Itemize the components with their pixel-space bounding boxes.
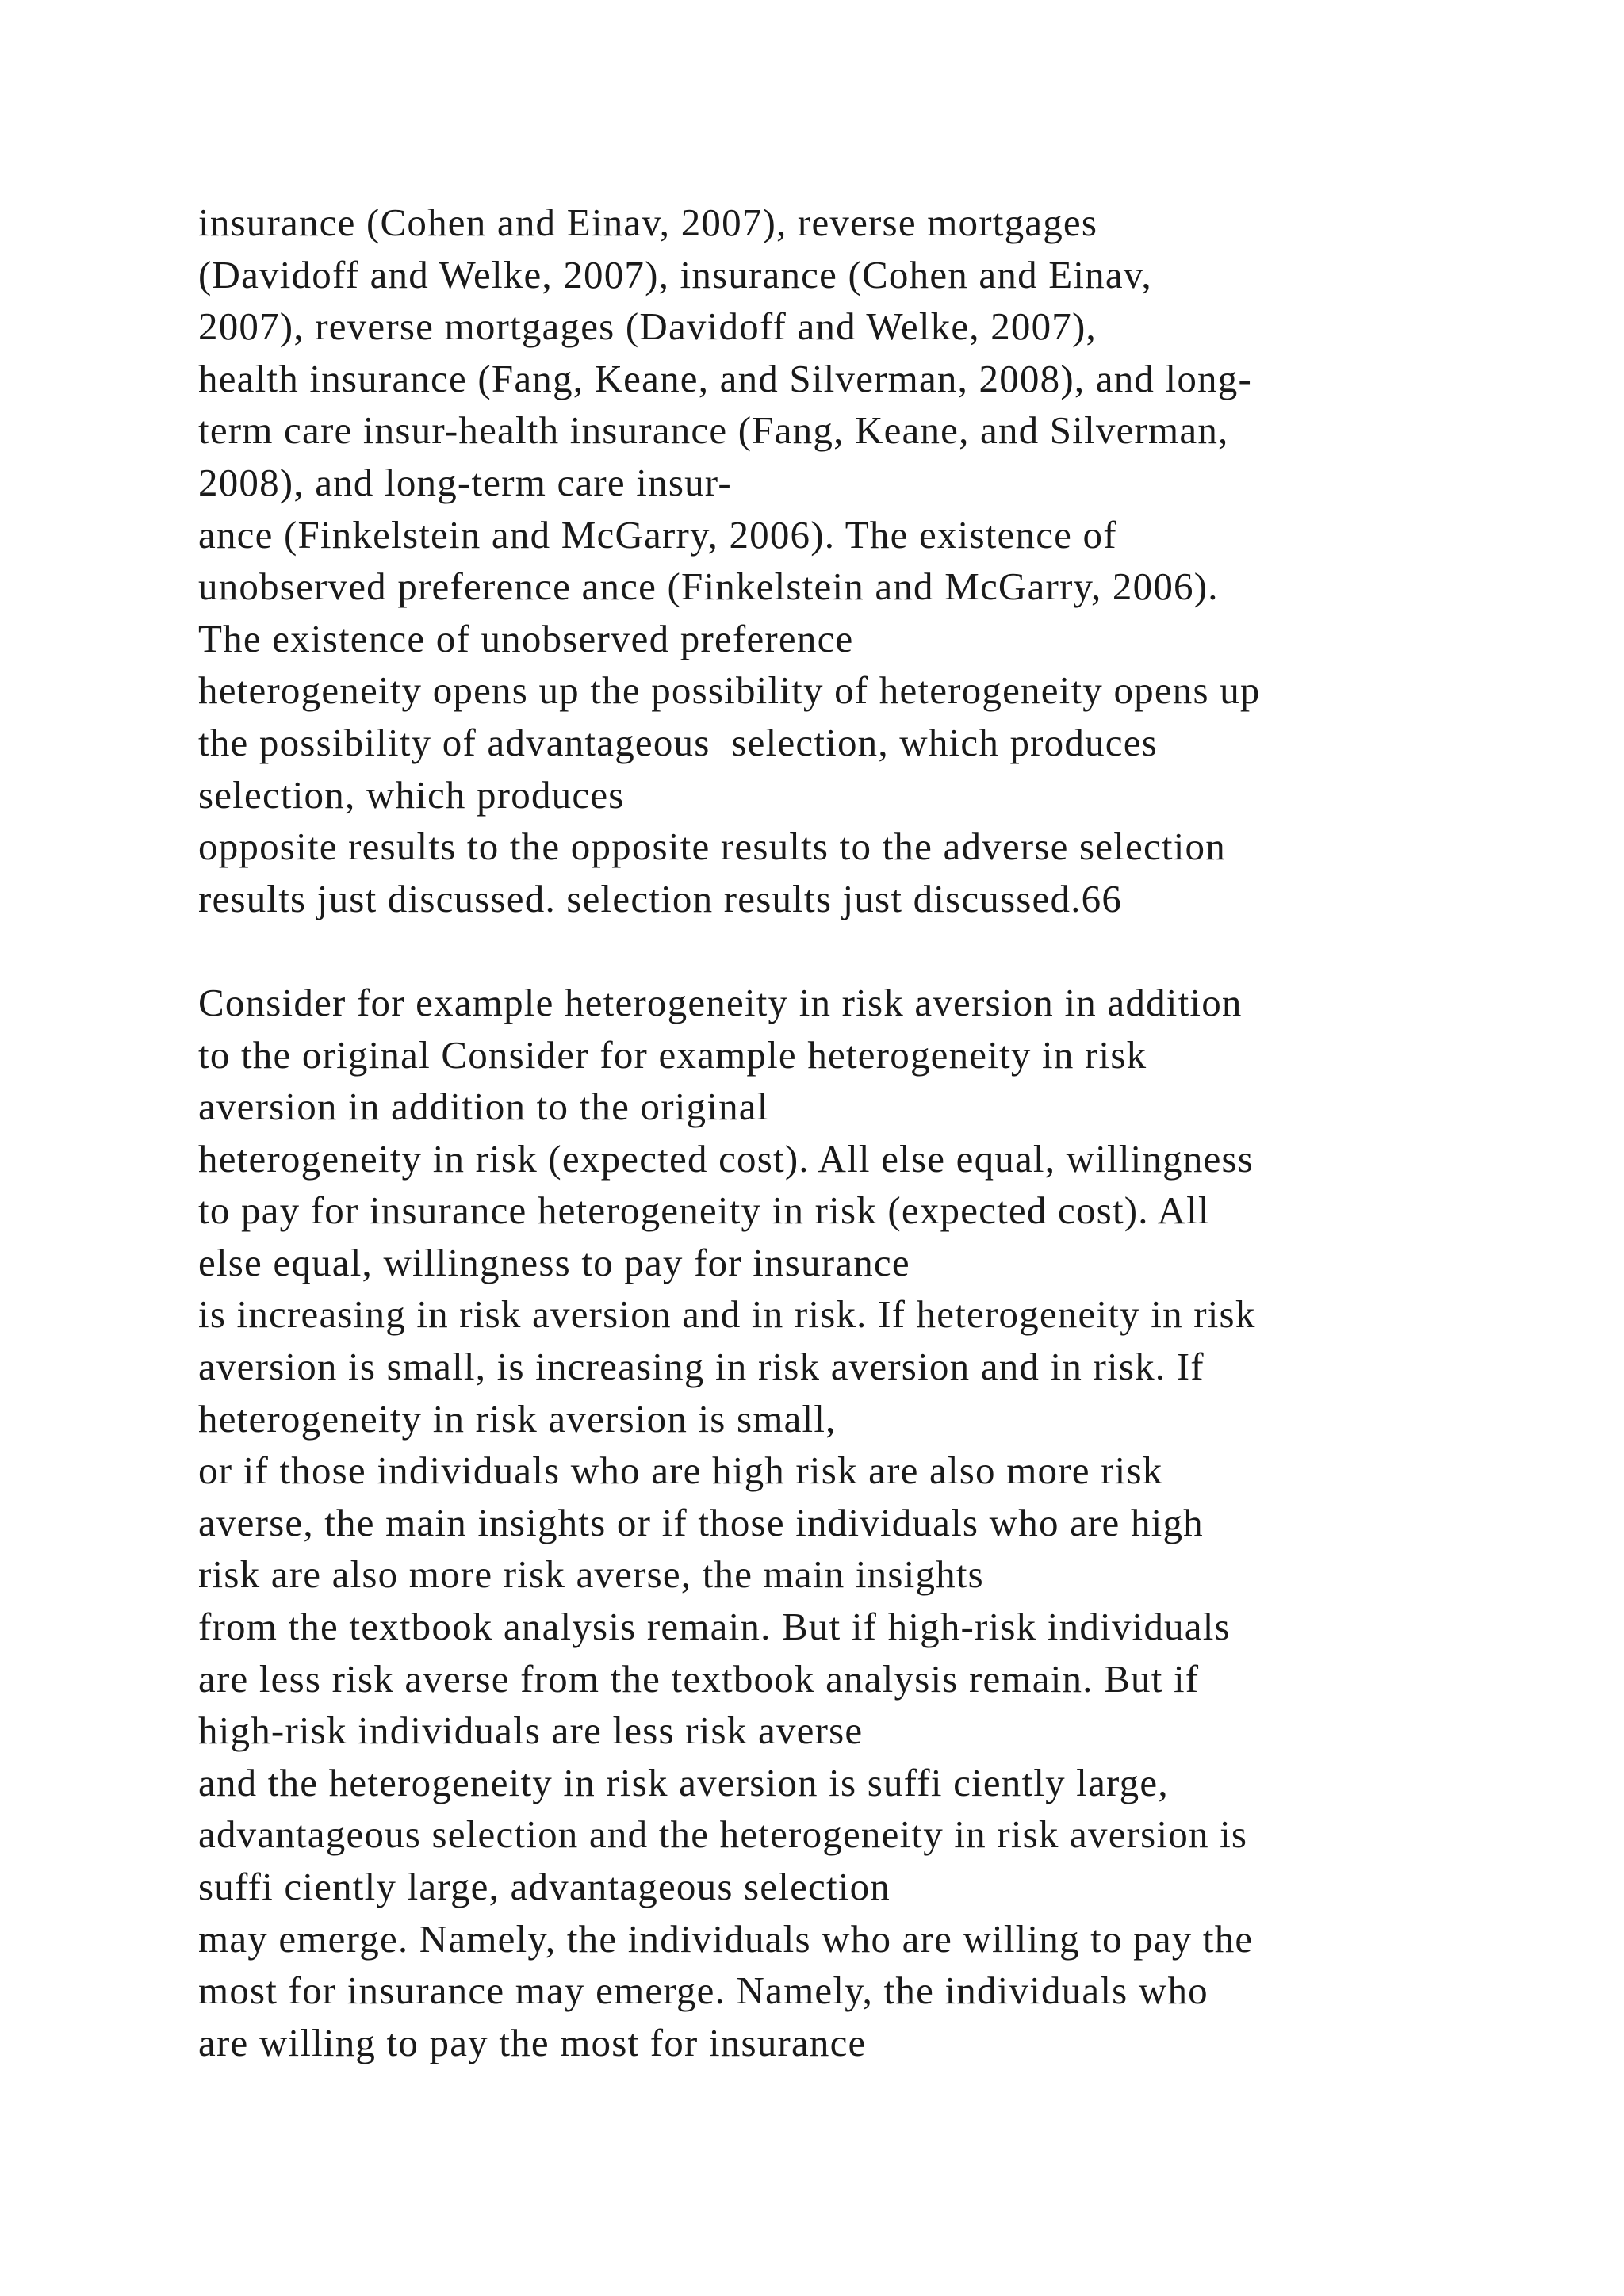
text-line: averse, the main insights or if those individuals who are high: [198, 1500, 1204, 1544]
text-line: is increasing in risk aversion and in risk. If heterogeneity in risk: [198, 1292, 1256, 1337]
text-line: suffi ciently large, advantageous selection: [198, 1865, 891, 1908]
text-line: heterogeneity opens up the possibility of heterogeneity opens up: [198, 668, 1261, 713]
text-line: aversion is small, is increasing in risk aversion and in risk. If: [198, 1345, 1205, 1389]
text-line: to the original Consider for example heterogeneity in risk: [198, 1032, 1147, 1077]
text-line: selection, which produces: [198, 772, 625, 817]
text-line: from the textbook analysis remain. But if high-risk individuals: [198, 1605, 1231, 1649]
text-line: advantageous selection and the heterogeneity in risk aversion is: [198, 1812, 1248, 1857]
text-line: unobserved preference ance (Finkelstein and McGarry, 2006).: [198, 564, 1219, 609]
text-line: may emerge. Namely, the individuals who are willing to pay the: [198, 1916, 1254, 1961]
text-line: The existence of unobserved preference: [198, 616, 854, 660]
text-line: ance (Finkelstein and McGarry, 2006). The existence of: [198, 512, 1117, 557]
text-line: term care insur-health insurance (Fang, Keane, and Silverman,: [198, 408, 1229, 453]
body-text: [198, 197, 1594, 2068]
text-line: to pay for insurance heterogeneity in risk (expected cost). All: [198, 1188, 1210, 1233]
text-line: heterogeneity in risk (expected cost). All else equal, willingness: [198, 1136, 1254, 1181]
text-line: (Davidoff and Welke, 2007), insurance (Cohen and Einav,: [198, 252, 1152, 297]
text-line: most for insurance may emerge. Namely, the individuals who: [198, 1969, 1208, 2013]
text-line: the possibility of advantageous selection, which produces: [198, 720, 1158, 764]
paragraph-2: [198, 977, 1594, 2068]
text-line: else equal, willingness to pay for insurance: [198, 1240, 910, 1284]
text-line: heterogeneity in risk aversion is small,: [198, 1396, 837, 1441]
paragraph-gap: [198, 924, 1594, 977]
paragraph-1: [198, 197, 1594, 924]
text-line: insurance (Cohen and Einav, 2007), reverse mortgages: [198, 201, 1098, 244]
text-line: opposite results to the opposite results to the adverse selection: [198, 825, 1226, 869]
text-line: are less risk averse from the textbook analysis remain. But if: [198, 1656, 1200, 1701]
text-line: Consider for example heterogeneity in risk aversion in addition: [198, 980, 1243, 1024]
text-line: or if those individuals who are high risk are also more risk: [198, 1448, 1163, 1493]
text-line: aversion in addition to the original: [198, 1085, 769, 1129]
text-line: are willing to pay the most for insurance: [198, 2020, 867, 2064]
text-line: health insurance (Fang, Keane, and Silverman, 2008), and long-: [198, 356, 1252, 400]
text-line: 2008), and long-term care insur-: [198, 460, 732, 504]
text-line: results just discussed. selection results just discussed.66: [198, 876, 1123, 920]
text-line: risk are also more risk averse, the main insights: [198, 1552, 984, 1597]
text-line: high-risk individuals are less risk averse: [198, 1709, 864, 1753]
text-line: 2007), reverse mortgages (Davidoff and Welke, 2007),: [198, 304, 1097, 349]
text-line: and the heterogeneity in risk aversion is suffi ciently large,: [198, 1760, 1169, 1804]
